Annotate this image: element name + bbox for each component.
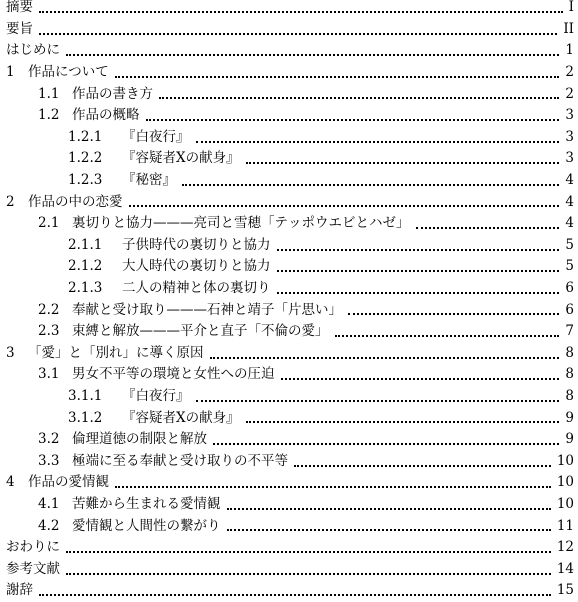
toc-entry[interactable]	[0, 299, 574, 321]
toc-entry-page: 4	[565, 172, 574, 189]
toc-entry-page: 8	[565, 388, 574, 405]
toc-entry-page: 2	[565, 85, 574, 102]
toc-dot-leader	[348, 301, 559, 315]
toc-dot-leader	[129, 193, 560, 207]
toc-entry-title: 束縛と解放———平介と直子「不倫の愛」	[72, 323, 329, 340]
toc-entry-page: 5	[565, 236, 574, 253]
toc-entry-page: 7	[565, 323, 574, 340]
toc-entry[interactable]	[0, 580, 574, 602]
toc-entry-number: 4	[6, 474, 15, 491]
toc-entry-number: 3.1.1	[68, 388, 103, 405]
toc-entry-title: 愛情観と人間性の繋がり	[72, 517, 221, 534]
toc-entry-number: 3.1	[38, 366, 60, 383]
toc-entry-number: 2.1.1	[68, 236, 103, 253]
toc-entry-page: 1	[565, 42, 574, 59]
toc-entry[interactable]	[0, 321, 574, 343]
toc-dot-leader	[227, 517, 551, 531]
toc-entry-number: 1.2.2	[68, 150, 103, 167]
toc-entry-page: 5	[565, 258, 574, 275]
toc-dot-leader	[159, 85, 559, 99]
toc-dot-leader	[66, 42, 559, 56]
toc-entry-page: 10	[556, 496, 574, 513]
toc-entry-number: 1.2.3	[68, 172, 103, 189]
toc-entry[interactable]	[0, 235, 574, 257]
toc-entry-page: 8	[565, 366, 574, 383]
toc-entry-number: 1.2	[38, 107, 60, 124]
toc-dot-leader	[213, 431, 559, 445]
toc-entry-title: 二人の精神と体の裏切り	[122, 280, 271, 297]
toc-entry-number: 2	[6, 193, 15, 210]
toc-entry-title: 参考文献	[6, 560, 60, 577]
toc-dot-leader	[39, 582, 551, 596]
toc-entry-title: 苦難から生まれる愛情観	[72, 496, 221, 513]
toc-dot-leader	[281, 366, 560, 380]
toc-entry-page: 8	[565, 344, 574, 361]
toc-entry[interactable]	[0, 451, 574, 473]
toc-dot-leader	[294, 453, 551, 467]
toc-entry[interactable]	[0, 559, 574, 581]
toc-dot-leader	[115, 64, 560, 78]
toc-entry-title: 作品の書き方	[72, 85, 153, 102]
toc-dot-leader	[196, 388, 560, 402]
toc-dot-leader	[246, 409, 560, 423]
toc-entry-title: 謝辞	[6, 582, 33, 599]
toc-dot-leader	[182, 172, 559, 186]
toc-dot-leader	[210, 345, 560, 359]
toc-entry[interactable]	[0, 19, 574, 41]
toc-entry[interactable]	[0, 148, 574, 170]
toc-entry-page: 11	[556, 517, 574, 534]
toc-dot-leader	[246, 150, 560, 164]
toc-entry[interactable]	[0, 0, 574, 19]
toc-entry[interactable]	[0, 472, 574, 494]
toc-entry-page: 14	[556, 560, 574, 577]
toc-entry[interactable]	[0, 105, 574, 127]
toc-entry-title: 倫理道徳の制限と解放	[72, 431, 207, 448]
toc-entry[interactable]	[0, 429, 574, 451]
toc-entry-number: 2.1.3	[68, 280, 103, 297]
toc-entry-title: 『秘密』	[122, 172, 176, 189]
toc-entry-number: 1.1	[38, 85, 60, 102]
toc-entry-page: 4	[565, 193, 574, 210]
toc-entry-number: 1.2.1	[68, 128, 103, 145]
toc-entry-title: おわりに	[6, 539, 60, 556]
toc-entry-number: 3.2	[38, 431, 60, 448]
toc-entry-title: 『白夜行』	[122, 388, 190, 405]
toc-entry-page: I	[568, 0, 574, 16]
toc-entry-title: はじめに	[6, 42, 60, 59]
toc-entry-title: 極端に至る奉献と受け取りの不平等	[72, 452, 288, 469]
toc-entry-number: 4.2	[38, 517, 60, 534]
toc-entry-title: 作品の愛情観	[28, 474, 109, 491]
toc-entry-page: 10	[556, 452, 574, 469]
toc-entry-number: 3.1.2	[68, 409, 103, 426]
toc-dot-leader	[66, 561, 551, 575]
toc-entry-title: 作品について	[28, 64, 109, 81]
toc-entry-title: 要旨	[6, 20, 33, 37]
toc-entry-page: 9	[565, 409, 574, 426]
toc-entry[interactable]	[0, 386, 574, 408]
toc-entry-page: 3	[565, 107, 574, 124]
toc-entry[interactable]	[0, 515, 574, 537]
toc-entry[interactable]	[0, 191, 574, 213]
toc-entry-page: 2	[565, 64, 574, 81]
toc-entry-title: 『容疑者Xの献身』	[122, 409, 240, 426]
toc-entry[interactable]	[0, 62, 574, 84]
toc-entry-page: 10	[556, 474, 574, 491]
toc-entry-page: II	[563, 20, 574, 37]
toc-entry[interactable]	[0, 407, 574, 429]
toc-dot-leader	[227, 496, 551, 510]
toc-dot-leader	[39, 0, 563, 13]
toc-entry-number: 3	[6, 344, 15, 361]
toc-entry[interactable]	[0, 127, 574, 149]
toc-entry-number: 4.1	[38, 496, 60, 513]
toc-entry-title: 大人時代の裏切りと協力	[122, 258, 271, 275]
toc-entry[interactable]	[0, 83, 574, 105]
toc-entry-number: 2.2	[38, 301, 60, 318]
toc-dot-leader	[277, 280, 560, 294]
toc-dot-leader	[277, 258, 560, 272]
toc-dot-leader	[115, 474, 551, 488]
toc-entry-number: 2.1	[38, 215, 60, 232]
toc-entry-title: 裏切りと協力———亮司と雪穂「テッポウエビとハゼ」	[72, 215, 410, 232]
toc-entry-page: 3	[565, 150, 574, 167]
toc-entry[interactable]	[0, 343, 574, 365]
toc-entry[interactable]	[0, 537, 574, 559]
toc-entry-title: 男女不平等の環境と女性への圧迫	[72, 366, 275, 383]
toc-entry[interactable]	[0, 170, 574, 192]
toc-dot-leader	[335, 323, 560, 337]
toc-entry[interactable]	[0, 494, 574, 516]
toc-entry[interactable]	[0, 213, 574, 235]
toc-entry-title: 作品の概略	[72, 107, 140, 124]
toc-entry-number: 2.1.2	[68, 258, 103, 275]
toc-entry-number: 3.3	[38, 452, 60, 469]
toc-entry-title: 子供時代の裏切りと協力	[122, 236, 271, 253]
toc-dot-leader	[66, 539, 551, 553]
toc-dot-leader	[39, 21, 557, 35]
toc-entry[interactable]	[0, 256, 574, 278]
toc-entry[interactable]	[0, 278, 574, 300]
toc-entry-page: 6	[565, 301, 574, 318]
toc-entry-page: 6	[565, 280, 574, 297]
toc-entry[interactable]	[0, 40, 574, 62]
toc-entry-page: 15	[556, 582, 574, 599]
toc-entry-page: 4	[565, 215, 574, 232]
toc-dot-leader	[277, 237, 560, 251]
toc-entry[interactable]	[0, 364, 574, 386]
toc-dot-leader	[196, 129, 560, 143]
toc-entry-number: 1	[6, 64, 15, 81]
toc-entry-title: 奉献と受け取り———石神と靖子「片思い」	[72, 301, 342, 318]
toc-dot-leader	[416, 215, 560, 229]
toc-entry-title: 『容疑者Xの献身』	[122, 150, 240, 167]
toc-dot-leader	[146, 107, 560, 121]
toc-entry-title: 摘要	[6, 0, 33, 16]
toc-entry-title: 「愛」と「別れ」に導く原因	[28, 344, 204, 361]
toc-entry-page: 3	[565, 128, 574, 145]
toc-entry-number: 2.3	[38, 323, 60, 340]
toc-entry-page: 12	[556, 539, 574, 556]
toc-entry-title: 『白夜行』	[122, 128, 190, 145]
toc-entry-title: 作品の中の恋愛	[28, 193, 123, 210]
toc-entry-page: 9	[565, 431, 574, 448]
